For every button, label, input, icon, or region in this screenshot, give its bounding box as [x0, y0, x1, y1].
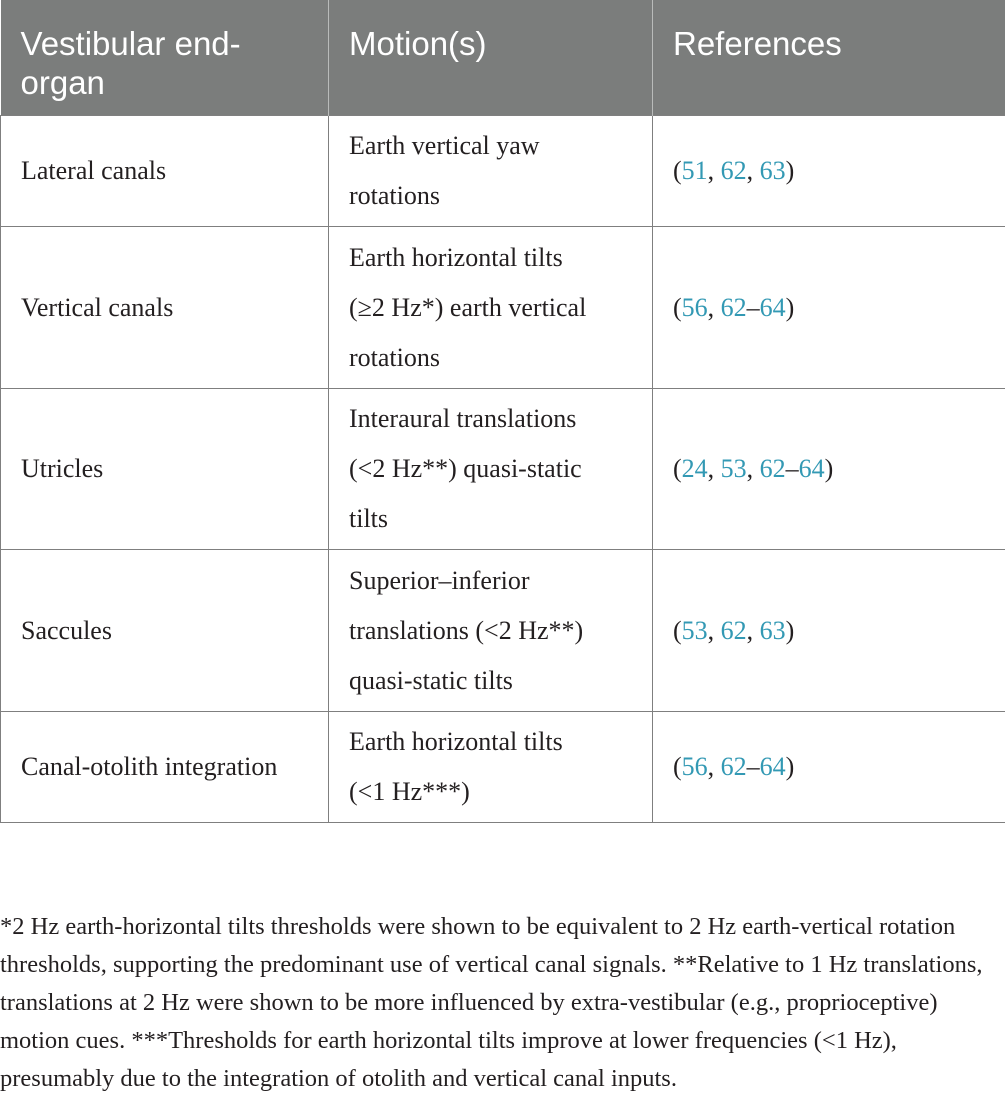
motion-line: (<2 Hz**) quasi-static [349, 454, 582, 483]
cell-end-organ: Saccules [1, 550, 329, 712]
motion-line: rotations [349, 181, 440, 210]
motion-line: translations (<2 Hz**) [349, 616, 583, 645]
reference-link[interactable]: 64 [760, 293, 786, 322]
header-references: References [653, 0, 1005, 116]
motion-line: (<1 Hz***) [349, 777, 470, 806]
header-vestibular-end-organ: Vestibular end-organ [1, 0, 329, 116]
paren-close: ) [786, 616, 795, 645]
cell-references [653, 389, 1005, 550]
cell-motions [329, 550, 653, 712]
reference-separator: , [708, 616, 721, 645]
reference-separator: , [708, 752, 721, 781]
table-row [1, 116, 1005, 227]
cell-end-organ: Canal-otolith integration [1, 712, 329, 823]
motion-line: quasi-static tilts [349, 666, 513, 695]
motion-line: (≥2 Hz*) earth vertical [349, 293, 586, 322]
reference-link[interactable]: 64 [760, 752, 786, 781]
paren-open: ( [673, 616, 682, 645]
table-row [1, 227, 1005, 389]
paren-close: ) [786, 156, 795, 185]
motion-line: Earth horizontal tilts [349, 243, 563, 272]
reference-link[interactable]: 62 [721, 156, 747, 185]
reference-link[interactable]: 62 [721, 293, 747, 322]
reference-link[interactable]: 62 [721, 752, 747, 781]
paren-open: ( [673, 454, 682, 483]
reference-separator: – [747, 293, 760, 322]
cell-motions [329, 389, 653, 550]
motion-line: rotations [349, 343, 440, 372]
cell-references [653, 116, 1005, 227]
table-footnote: *2 Hz earth-horizontal tilts thresholds were shown to be equivalent to 2 Hz earth-vertical rotation thresholds, supporting the predominant use of vertical canal signals. **Relative to 1 Hz translations, translations at 2 Hz were shown to be more influenced by extra-vestibular (e.g., proprioceptive) motion cues. ***Thresholds for earth horizontal tilts improve at lower frequencies (<1 Hz), presumably due to the integration of otolith and vertical canal inputs. [0, 908, 1000, 1098]
paren-open: ( [673, 156, 682, 185]
reference-separator: , [708, 454, 721, 483]
reference-link[interactable]: 63 [760, 616, 786, 645]
reference-link[interactable]: 64 [799, 454, 825, 483]
cell-motions [329, 227, 653, 389]
reference-link[interactable]: 53 [721, 454, 747, 483]
reference-link[interactable]: 56 [682, 293, 708, 322]
reference-separator: , [747, 454, 760, 483]
cell-references [653, 227, 1005, 389]
table-row [1, 389, 1005, 550]
paren-open: ( [673, 752, 682, 781]
cell-references [653, 550, 1005, 712]
reference-separator: – [747, 752, 760, 781]
reference-separator: – [786, 454, 799, 483]
reference-link[interactable]: 56 [682, 752, 708, 781]
table-row [1, 550, 1005, 712]
reference-link[interactable]: 63 [760, 156, 786, 185]
cell-motions [329, 116, 653, 227]
cell-motions [329, 712, 653, 823]
table-row [1, 712, 1005, 823]
paren-close: ) [786, 752, 795, 781]
reference-separator: , [747, 156, 760, 185]
cell-end-organ: Utricles [1, 389, 329, 550]
cell-references [653, 712, 1005, 823]
cell-end-organ: Vertical canals [1, 227, 329, 389]
reference-separator: , [708, 156, 721, 185]
cell-end-organ: Lateral canals [1, 116, 329, 227]
table-header-row [1, 0, 1005, 116]
reference-separator: , [708, 293, 721, 322]
paren-close: ) [786, 293, 795, 322]
reference-link[interactable]: 62 [721, 616, 747, 645]
motion-line: Earth vertical yaw [349, 131, 540, 160]
motion-line: tilts [349, 504, 388, 533]
motion-line: Superior–inferior [349, 566, 530, 595]
reference-link[interactable]: 53 [682, 616, 708, 645]
header-motions: Motion(s) [329, 0, 653, 116]
reference-separator: , [747, 616, 760, 645]
reference-link[interactable]: 51 [682, 156, 708, 185]
paren-close: ) [825, 454, 834, 483]
paren-open: ( [673, 293, 682, 322]
reference-link[interactable]: 24 [682, 454, 708, 483]
reference-link[interactable]: 62 [760, 454, 786, 483]
motion-line: Earth horizontal tilts [349, 727, 563, 756]
motion-line: Interaural translations [349, 404, 576, 433]
